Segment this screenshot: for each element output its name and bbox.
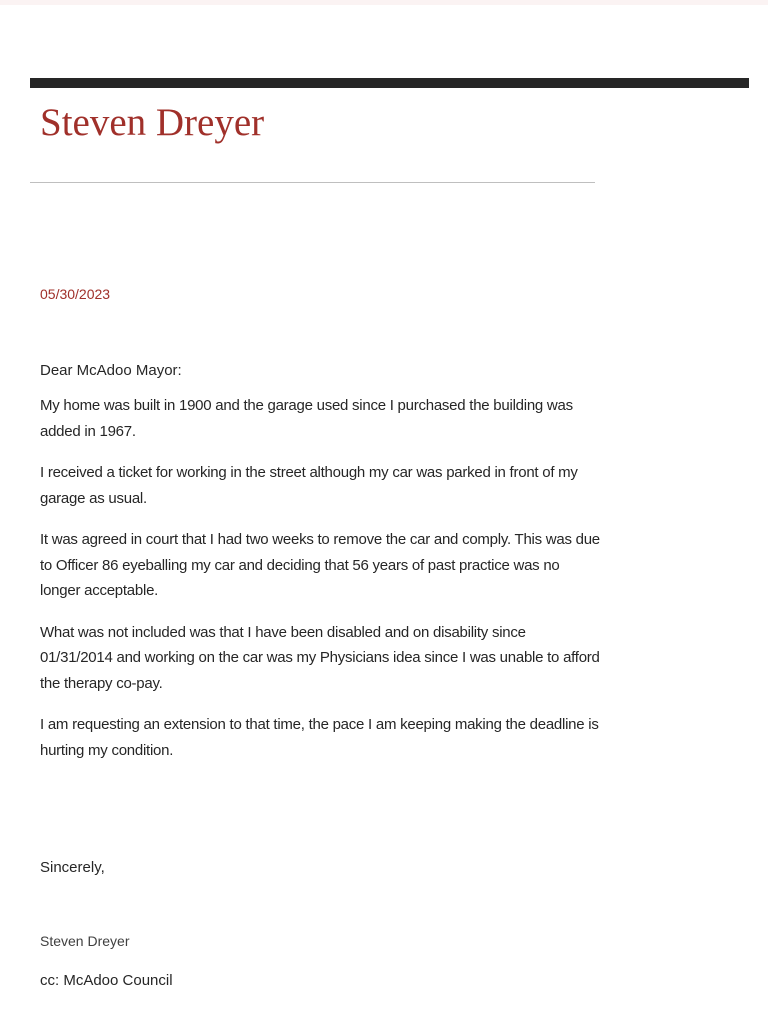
body-paragraph: It was agreed in court that I had two weeks to remove the car and comply. This was due to Officer 86 eyeballing my car and deciding that 56 years of past practice was no longer acceptable.	[40, 531, 600, 599]
body-paragraph: My home was built in 1900 and the garage used since I purchased the building was added in 1967.	[40, 397, 573, 440]
cc-line: cc: McAdoo Council	[40, 972, 173, 989]
header-divider	[30, 182, 595, 183]
header-bar	[30, 78, 749, 88]
salutation: Dear McAdoo Mayor:	[40, 362, 182, 379]
letter-body	[40, 393, 600, 779]
top-edge-strip	[0, 0, 768, 5]
sender-name: Steven Dreyer	[40, 101, 265, 144]
letter-date: 05/30/2023	[40, 286, 111, 302]
signature-name: Steven Dreyer	[40, 933, 130, 949]
closing: Sincerely,	[40, 859, 105, 876]
body-paragraph: I am requesting an extension to that time, the pace I am keeping making the deadline is hurting my condition.	[40, 716, 599, 759]
body-paragraph: I received a ticket for working in the street although my car was parked in front of my garage as usual.	[40, 464, 578, 507]
body-paragraph: What was not included was that I have been disabled and on disability since 01/31/2014 and working on the car was my Physicians idea since I was unable to afford the therapy co-pay.	[40, 623, 600, 692]
